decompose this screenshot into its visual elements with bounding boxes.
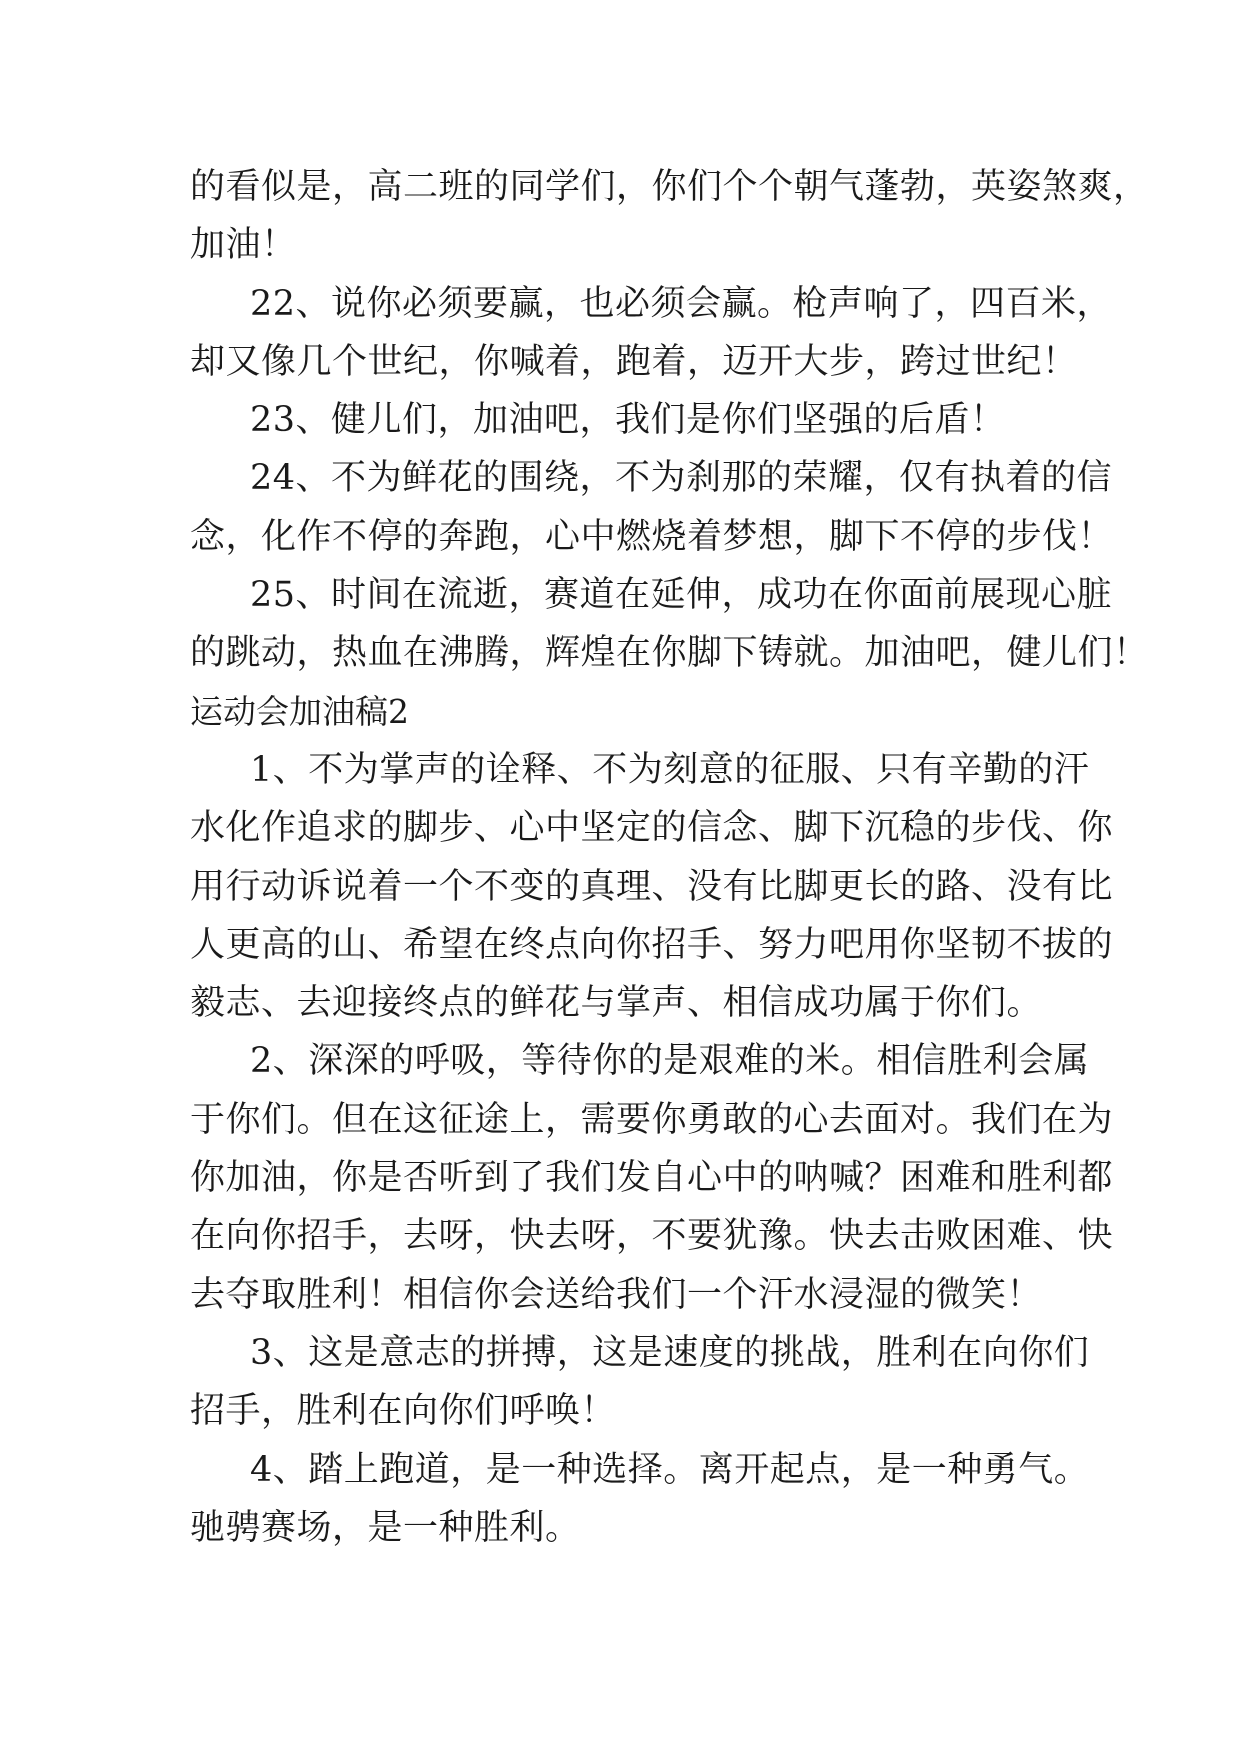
paragraph-line: 1、不为掌声的诠释、不为刻意的征服、只有辛勤的汗: [250, 749, 1090, 790]
paragraph-line: 用行动诉说着一个不变的真理、没有比脚更长的路、没有比: [190, 866, 1114, 907]
section-heading: 运动会加油稿2: [190, 691, 409, 731]
paragraph-line: 驰骋赛场，是一种胜利。: [190, 1507, 581, 1548]
paragraph-line: 的看似是，高二班的同学们，你们个个朝气蓬勃，英姿煞爽，: [190, 167, 1149, 207]
paragraph-line: 24、不为鲜花的围绕，不为刹那的荣耀，仅有执着的信: [250, 458, 1113, 499]
paragraph-line: 招手，胜利在向你们呼唤！: [190, 1391, 617, 1432]
paragraph-line: 23、健儿们，加油吧，我们是你们坚强的后盾！: [250, 400, 1006, 441]
paragraph-line: 的跳动，热血在沸腾，辉煌在你脚下铸就。加油吧，健儿们！: [190, 633, 1149, 674]
paragraph-line: 念，化作不停的奔跑，心中燃烧着梦想，脚下不停的步伐！: [190, 516, 1114, 557]
paragraph-line: 毅志、去迎接终点的鲜花与掌声、相信成功属于你们。: [190, 983, 1043, 1024]
document-body: [190, 158, 1149, 1557]
paragraph-line: 加油！: [190, 225, 297, 266]
paragraph-line: 人更高的山、希望在终点向你招手、努力吧用你坚韧不拔的: [190, 924, 1114, 965]
paragraph-line: 于你们。但在这征途上，需要你勇敢的心去面对。我们在为: [190, 1099, 1114, 1140]
paragraph-line: 4、踏上跑道，是一种选择。离开起点，是一种勇气。: [250, 1449, 1090, 1490]
paragraph-line: 在向你招手，去呀，快去呀，不要犹豫。快去击败困难、快: [190, 1216, 1114, 1257]
paragraph-line: 2、深深的呼吸，等待你的是艰难的米。相信胜利会属: [250, 1041, 1090, 1082]
paragraph-line: 3、这是意志的拼搏，这是速度的挑战，胜利在向你们: [250, 1332, 1090, 1373]
paragraph-line: 22、说你必须要赢，也必须会赢。枪声响了，四百米，: [250, 283, 1113, 324]
paragraph-line: 去夺取胜利！相信你会送给我们一个汗水浸湿的微笑！: [190, 1274, 1043, 1315]
paragraph-line: 25、时间在流逝，赛道在延伸，成功在你面前展现心脏: [250, 575, 1113, 616]
paragraph-line: 你加油，你是否听到了我们发自心中的呐喊？困难和胜利都: [190, 1158, 1114, 1199]
paragraph-line: 水化作追求的脚步、心中坚定的信念、脚下沉稳的步伐、你: [190, 808, 1114, 849]
paragraph-line: 却又像几个世纪，你喊着，跑着，迈开大步，跨过世纪！: [190, 341, 1078, 382]
